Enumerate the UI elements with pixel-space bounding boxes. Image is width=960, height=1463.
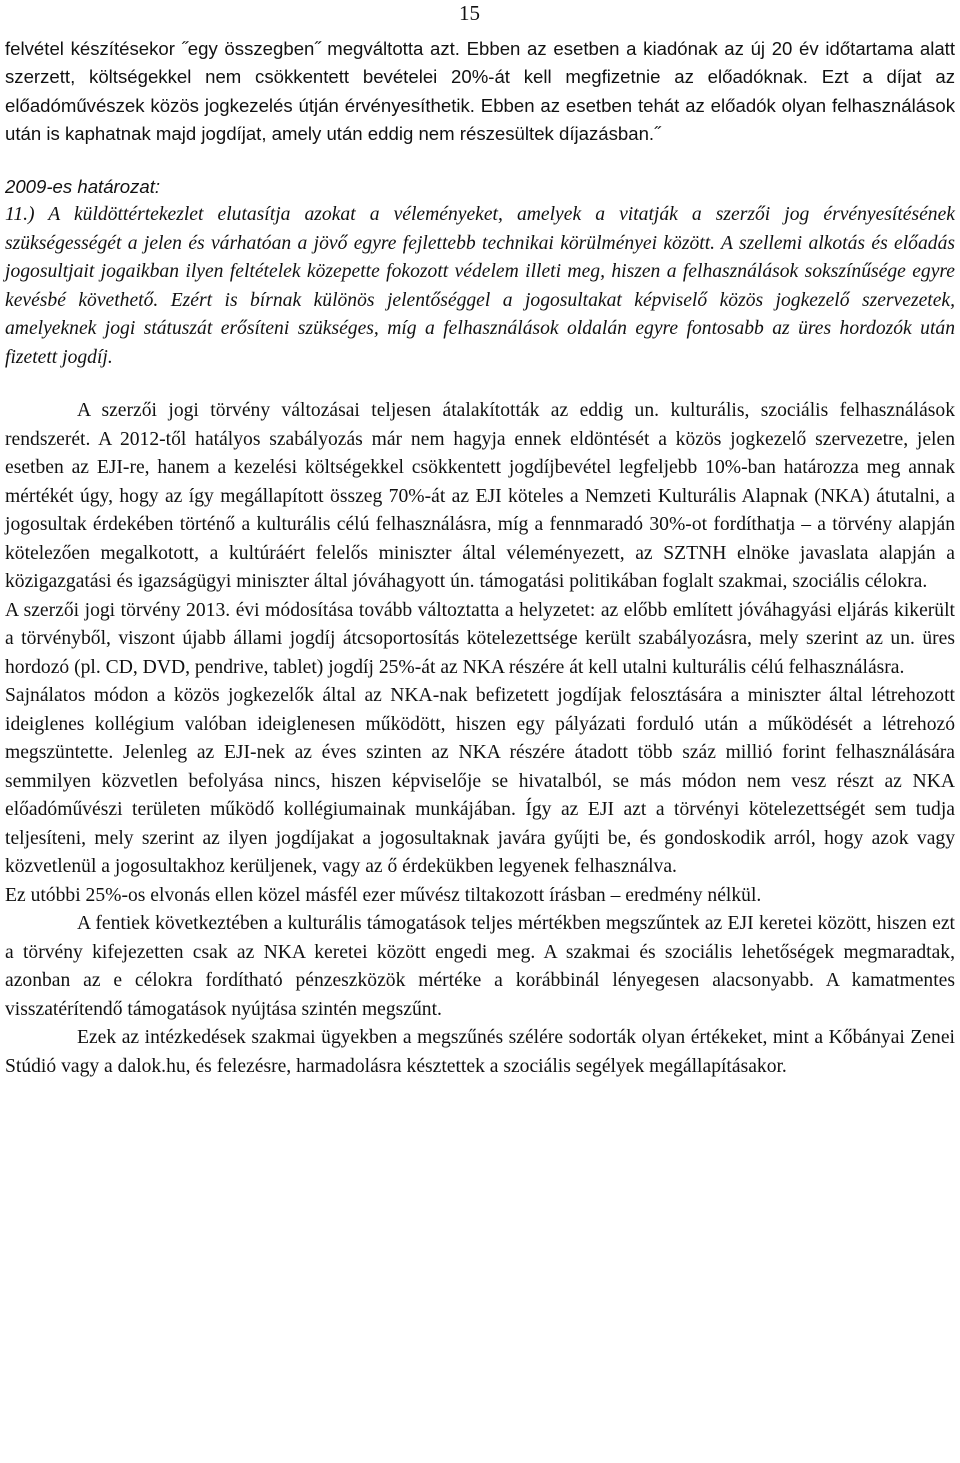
document-body: [5, 35, 955, 1081]
resolution-heading: 2009-es határozat:: [5, 176, 161, 198]
law-2013-paragraph: A szerzői jogi törvény 2013. évi módosítása tovább változtatta a helyzetet: az előbb említett jóváhagyási eljárás kikerült a törvényből, viszont újabb állami jogdíj átcsoportosítás kötelezettsége került szabályozásra, mely szerint az un. üres hordozó (pl. CD, DVD, pendrive, tablet) jogdíj 25%-át az NKA részére át kell utalni kulturális célú felhasználásra.: [5, 599, 955, 678]
page-number: 15: [459, 1, 480, 25]
consequences-paragraph: A fentiek következtében a kulturális támogatások teljes mértékben megszűntek az EJI keretei között, hiszen ezt a törvény kifejezetten csak az NKA keretei között engedi meg. A szakmai és szociális lehetőségek megmaradtak, azonban az e célokra fordítható pénzeszközök mértéke a korábbinál lényegesen alacsonyabb. A kamatmentes visszatérítendő támogatások nyújtása szintén megszűnt.: [5, 913, 955, 1020]
protest-paragraph: Ez utóbbi 25%-os elvonás ellen közel másfél ezer művész tiltakozott írásban – eredmény nélkül.: [5, 884, 762, 906]
law-changes-paragraph: A szerzői jogi törvény változásai teljesen átalakították az eddig un. kulturális, szociális felhasználások rendszerét. A 2012-től hatályos szabályozás már nem hagyja ennek eldöntését a közös jogkezelő szervezetre, jelen esetben az EJI-re, hanem a kezelési költségekkel csökkentett jogdíjbevétel legfeljebb 10%-ban határozza meg annak mértékét úgy, hogy az így megállapított összeg 70%-át az EJI köteles a Nemzeti Kulturális Alapnak (NKA) átutalni, a jogosultak érdekében történő a kulturális célú felhasználásra, míg a fennmaradó 30%-ot fordíthatja – a törvény alapján kötelezően megalkotott, a kultúráért felelős miniszter által véleményezett, az SZTNH elnöke javaslata alapján a közigazgatási és igazságügyi miniszter által jóváhagyott ún. támogatási politikában foglalt szakmai, szociális célokra.: [5, 400, 955, 593]
intro-quote-paragraph: felvétel készítésekor ˝egy összegben˝ megváltotta azt. Ebben az esetben a kiadónak az új 20 év időtartama alatt szerzett, költségekkel nem csökkentett bevételei 20%-át kell megfizetnie az előadóknak. Ezt a díjat az előadóművészek közös jogkezelés útján érvényesíthetik. Ebben az esetben tehát az előadók olyan felhasználások után is kaphatnak majd jogdíjat, amely után eddig nem részesültek díjazásban.˝: [5, 38, 955, 144]
resolution-paragraph: 11.) A küldöttértekezlet elutasítja azokat a véleményeket, amelyek a vitatják a szerzői jog érvényesítésének szükségességét a jelen és várhatóan a jövő egyre fejlettebb technikai körülményei között. A szellemi alkotás és előadás jogosultjait jogaikban ilyen feltételek közepette fokozott védelem illeti meg, hiszen a felhasználások sokszínűsége egyre kevésbé követhető. Ezért is bírnak különös jelentőséggel a jogosultakat képviselő közös jogkezelő szervezetek, amelyeknek jogi státuszát erősíteni szükséges, míg a felhasználások oldalán egyre fontosabb az üres hordozók után fizetett jogdíj.: [5, 204, 955, 368]
nka-paragraph: Sajnálatos módon a közös jogkezelők által az NKA-nak befizetett jogdíjak felosztására a miniszter által létrehozott ideiglenes kollégium valóban ideiglenesen működött, hiszen egy pályázati forduló után a működését a létrehozó megszüntette. Jelenleg az EJI-nek az éves szinten az NKA részére átadott több száz millió forint felhasználására semmilyen közvetlen befolyása nincs, hiszen képviselője se hivatalból, se más módon nem vesz részt az NKA előadóművészi területen működő kollégiumainak munkájában. Így az EJI azt a törvényi kötelezettségét sem tudja teljesíteni, mely szerint az ilyen jogdíjakat a jogosultaknak javára gyűjti be, és gondoskodik arról, hogy azok vagy közvetlenül a jogosultakhoz kerüljenek, vagy az ő érdekükben legyenek felhasználva.: [5, 685, 955, 878]
measures-paragraph: Ezek az intézkedések szakmai ügyekben a megszűnés szélére sodorták olyan értékeket, mint a Kőbányai Zenei Stúdió vagy a dalok.hu, és felezésre, harmadolásra késztettek a szociális segélyek megállapításakor.: [5, 1027, 955, 1077]
